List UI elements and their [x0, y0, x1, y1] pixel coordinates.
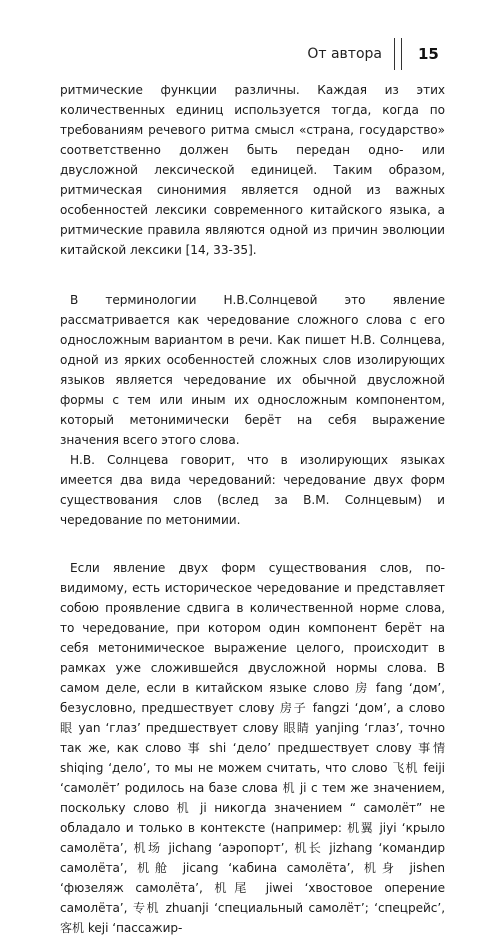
page-number: 15: [418, 45, 439, 63]
paragraph-forms-of-existence: Если явление двух форм существования слов, по-видимому, есть историческое чередование и представляет собою проявление сдвига в количественной норме слова, то чередование, при котором один компонент берёт на себя метонимическое выражение целого, происходит в рамках уже сложившейся двусложной нормы слова. В самом деле, если в китайском языке слово 房 fang ‘дом’, безусловно, предшествует слову 房子 fangzi ‘дом’, а слово 眼 yan ‘глаз’ предшествует слову 眼睛 yanjing ‘глаз’, точно так же, как слово 事 shi ‘дело’ предшествует слову 事情 shiqing ‘дело’, то мы не можем считать, что слово 飞机 feiji ‘самолёт’ родилось на базе слова 机 ji с тем же значением, поскольку слово 机 ji никогда значением “ самолёт” не обладало и только в контексте (например: 机翼 jiyi ‘крыло самолёта’, 机场 jichang ‘аэропорт’, 机长 jizhang ‘командир самолёта’, 机舱 jicang ‘кабина самолёта’, 机身 jishen ‘фюзеляж самолёта’, 机尾 jiwei ‘хвостовое оперение самолёта’, 专机 zhuanji ‘специальный самолёт’; ‘спецрейс’, 客机 keji ‘пассажир-: [60, 561, 445, 935]
paragraph-gap: [60, 260, 445, 290]
paragraph-two-alternations: Н.В. Солнцева говорит, что в изолирующих языках имеется два вида чередований: чередование двух форм существования слов (вслед за В.М. Солнцевым) и чередование по метонимии.: [60, 453, 445, 527]
page-body: [60, 80, 445, 938]
header-title: От автора: [307, 46, 382, 62]
running-header: [0, 0, 500, 70]
paragraph-continuation: ритмические функции различны. Каждая из этих количественных единиц используется тогда, когда по требованиям речевого ритма смысл «страна, государство» соответственно должен быть передан одно- или двусложной лексической единицей. Таким образом, ритмическая синонимия является одной из важных особенностей лексики современного китайского языка, а ритмические правила являются одной из причин эволюции китайской лексики [14, 33-35].: [60, 83, 445, 257]
paragraph-gap: [60, 530, 445, 558]
paragraph-solntseva-terminology: В терминологии Н.В.Солнцевой это явление рассматривается как чередование сложного слова с его односложным вариантом в речи. Как пишет Н.В. Солнцева, одной из ярких особенностей сложных слов изолирующих языков является чередование их обычной двусложной формы с тем или иным их односложным компонентом, который метонимически берёт на себя выражение значения всего этого слова.: [60, 293, 445, 447]
header-divider: [394, 38, 402, 70]
